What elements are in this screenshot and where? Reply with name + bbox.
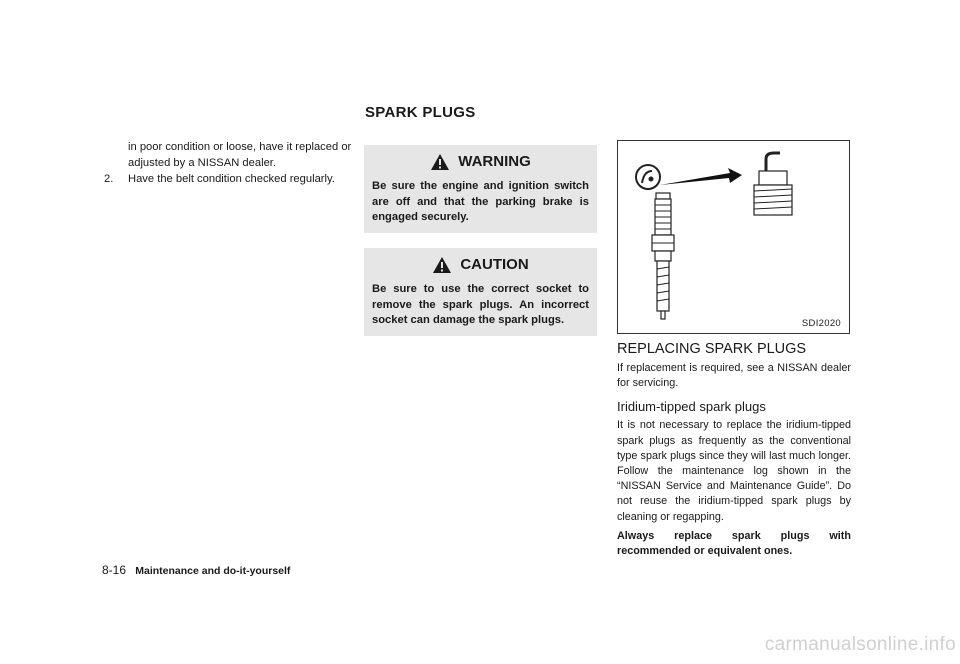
caution-text: Be sure to use the correct socket to remove the spark plugs. An incorrect socket can damage the spark plugs. <box>372 283 589 326</box>
page-footer <box>102 563 290 577</box>
page-number: 8-16 <box>102 563 127 577</box>
warning-triangle-icon <box>430 153 450 171</box>
section-title: SPARK PLUGS <box>365 104 476 121</box>
spark-plug-figure <box>617 140 850 334</box>
replacing-paragraph: If replacement is required, see a NISSAN dealer for servicing. <box>617 362 851 390</box>
iridium-heading: Iridium-tipped spark plugs <box>617 399 766 415</box>
list-item <box>104 171 352 187</box>
iridium-bold-paragraph: Always replace spark plugs with recommended or equivalent ones. <box>617 529 851 558</box>
list-item-text: Have the belt condition checked regularly. <box>128 173 335 185</box>
list-item-number: 2. <box>104 173 114 185</box>
figure-label: SDI2020 <box>801 318 841 329</box>
left-column <box>104 139 352 187</box>
iridium-paragraph: It is not necessary to replace the iridium-tipped spark plugs as frequently as the conventional type spark plugs since they will last much longer. Follow the maintenance log shown in the “NISSAN Service and Maintenance Guide”. Do not reuse the iridium-tipped spark plugs by cleaning or regapping. <box>617 419 851 523</box>
warning-heading: WARNING <box>458 153 531 171</box>
replacing-heading: REPLACING SPARK PLUGS <box>617 341 807 357</box>
warning-text: Be sure the engine and ignition switch are off and that the parking brake is engaged securely. <box>372 180 589 223</box>
spark-plug-illustration <box>618 141 849 333</box>
footer-section-name: Maintenance and do-it-yourself <box>135 565 291 577</box>
warning-header <box>364 145 597 179</box>
caution-header <box>364 248 597 282</box>
continued-paragraph: in poor condition or loose, have it replaced or adjusted by a NISSAN dealer. <box>128 141 352 169</box>
warning-box <box>364 145 597 233</box>
caution-heading: CAUTION <box>460 256 529 274</box>
warning-triangle-icon <box>432 256 452 274</box>
caution-box <box>364 248 597 336</box>
right-column <box>617 340 851 563</box>
watermark: carmanualsonline.info <box>764 634 956 655</box>
